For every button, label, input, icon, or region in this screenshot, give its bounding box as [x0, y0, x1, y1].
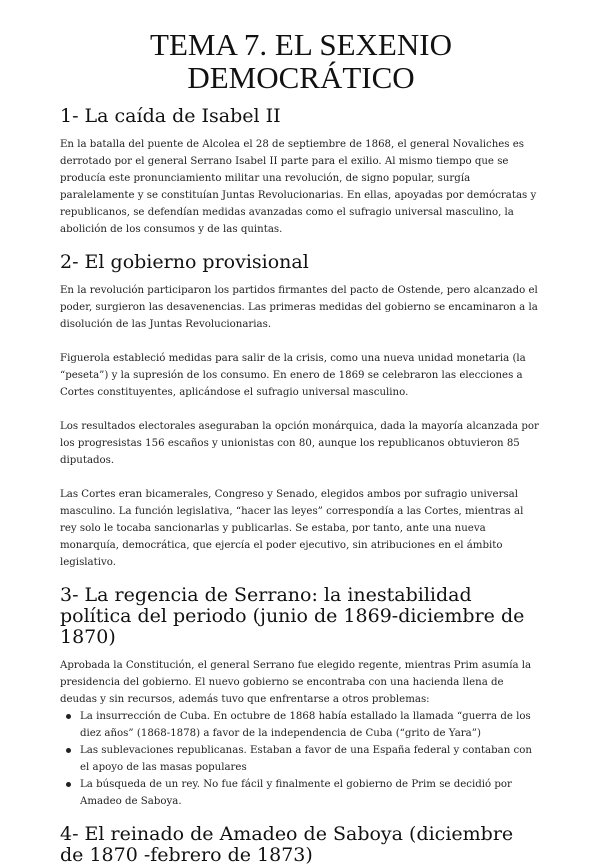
document-title: TEMA 7. EL SEXENIO DEMOCRÁTICO	[150, 27, 452, 95]
paragraph: Las Cortes eran bicamerales, Congreso y Senado, elegidos ambos por sufragio universal masculino. La función legislativa, “hacer las leyes” correspondía a las Cortes, mientras al rey solo le tocaba sancionarlas y publicarlas. Se estaba, por tanto, ante una nueva monarquía, democrática, que ejercía el poder ejecutivo, sin atribuciones en el ámbito legislativo.	[60, 489, 524, 568]
bullet-icon	[66, 714, 71, 719]
section-body-gobierno-provisional	[60, 282, 542, 571]
list-item-text: La búsqueda de un rey. No fue fácil y finalmente el gobierno de Prim se decidió por Amadeo de Saboya.	[80, 779, 512, 807]
paragraph: En la batalla del puente de Alcolea el 28 de septiembre de 1868, el general Novaliches es derrotado por el general Serrano Isabel II parte para el exilio. Al mismo tiempo que se producía este pronunciamiento militar una revolución, de signo popular, surgía paralelamente y se constituían Juntas Revolucionarias. En ellas, apoyadas por demócratas y republicanos, se defendían medidas avanzadas como el sufragio universal masculino, la abolición de los consumos y de las quintas.	[60, 139, 537, 235]
section-heading-gobierno-provisional: 2- El gobierno provisional	[60, 251, 309, 273]
list-item	[80, 776, 542, 810]
paragraph: Figuerola estableció medidas para salir de la crisis, como una nueva unidad monetaria (la “peseta”) y la supresión de los consumo. En enero de 1869 se celebraron las elecciones a Cortes constituyentes, aplicándose el sufragio universal masculino.	[60, 353, 526, 398]
list-item-text: La insurrección de Cuba. En octubre de 1868 había estallado la llamada “guerra de los diez años” (1868-1878) a favor de la independencia de Cuba (“grito de Yara”)	[80, 711, 531, 739]
section-heading-regencia-serrano: 3- La regencia de Serrano: la inestabilidad política del periodo (junio de 1869-diciembre de 1870)	[60, 584, 525, 648]
section-body-caida-isabel	[60, 136, 542, 238]
paragraph: Los resultados electorales aseguraban la opción monárquica, dada la mayoría alcanzada por los progresistas 156 escaños y unionistas con 80, aunque los republicanos obtuvieron 85 diputados.	[60, 421, 539, 466]
bullet-icon	[66, 782, 71, 787]
bullet-icon	[66, 748, 71, 753]
list-item	[80, 708, 542, 742]
section-heading-caida-isabel: 1- La caída de Isabel II	[60, 105, 281, 127]
section-body-regencia-serrano	[60, 657, 542, 810]
paragraph: Aprobada la Constitución, el general Serrano fue elegido regente, mientras Prim asumía la presidencia del gobierno. El nuevo gobierno se encontraba con una hacienda llena de deudas y sin recursos, además tuvo que enfrentarse a otros problemas:	[60, 660, 532, 705]
list-item	[80, 742, 542, 776]
section-heading-reinado-amadeo: 4- El reinado de Amadeo de Saboya (diciembre de 1870 -febrero de 1873)	[60, 823, 514, 866]
list-item-text: Las sublevaciones republicanas. Estaban a favor de una España federal y contaban con el apoyo de las masas populares	[80, 745, 532, 773]
paragraph: En la revolución participaron los partidos firmantes del pacto de Ostende, pero alcanzado el poder, surgieron las desavenencias. Las primeras medidas del gobierno se encaminaron a la disolución de las Juntas Revolucionarias.	[60, 285, 538, 330]
problems-list	[60, 708, 542, 810]
